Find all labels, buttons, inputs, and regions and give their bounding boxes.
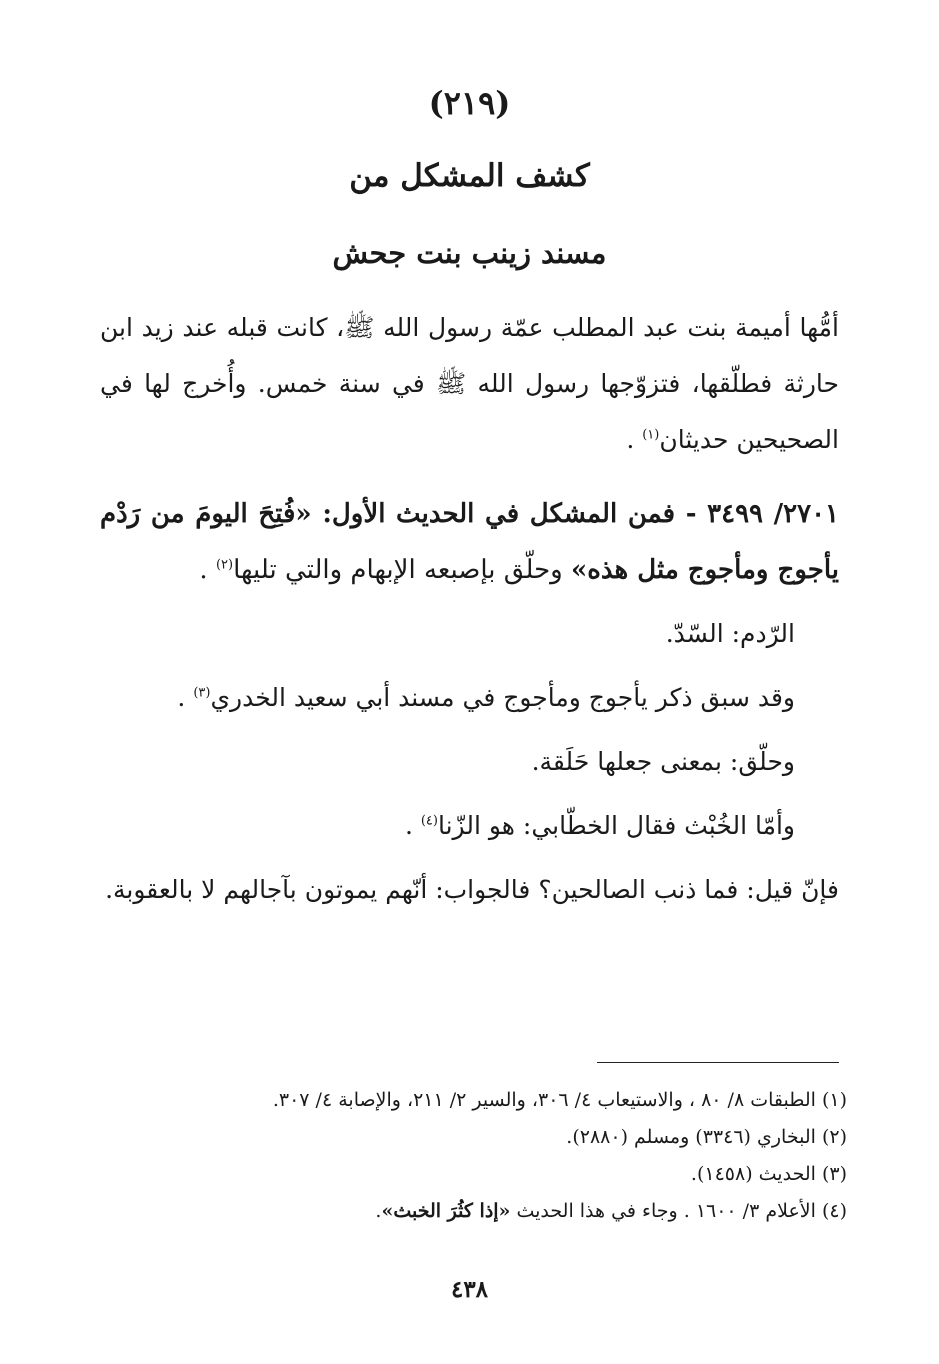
body-text [100,300,839,918]
chapter-subtitle: مسند زينب بنت جحش [332,236,607,270]
hadith-text: ٢٧٠١/ ٣٤٩٩ - فمن المشكل في الحديث الأول: «فُتِحَ اليومَ من رَدْم يأجوج ومأجوج مثل هذه» [100,499,839,585]
yajuj-text: وقد سبق ذكر يأجوج ومأجوج في مسند أبي سعيد الخدري [210,683,795,712]
khabath-paragraph [100,798,839,854]
yajuj-paragraph [100,670,839,726]
radm-paragraph: الرّدم: السّدّ. [665,619,795,648]
intro-text: أمُّها أميمة بنت عبد المطلب عمّة رسول الله ﷺ، كانت قبله عند زيد ابن حارثة فطلّقها، فتزوّجها رسول الله ﷺ في سنة خمس. وأُخرج لها في الصحيحين حديثان [100,313,839,454]
yajuj-end: . [177,683,194,712]
footnote-4-text: (٤) الأعلام ٣/ ١٦٠٠ . وجاء في هذا الحديث [510,1200,847,1222]
footnote-4 [100,1193,847,1230]
hallaq-paragraph: وحلّق: بمعنى جعلها حَلَقة. [531,747,795,776]
footnote-divider [597,1062,839,1063]
footnote-ref-1[interactable]: (١) [642,427,660,443]
footnote-4-quote: «إذا كثُرَ الخبث» [381,1200,511,1222]
footnote-4-end: . [375,1200,382,1222]
intro-paragraph [100,300,839,468]
chapter-number: (٢١٩) [428,84,511,122]
footnote-ref-3[interactable]: (٣) [193,685,211,701]
footnote-2: (٢) البخاري (٣٣٤٦) ومسلم (٢٨٨٠). [566,1126,847,1148]
footnote-ref-4[interactable]: (٤) [420,813,438,829]
hadith-rest: وحلّق بإصبعه الإبهام والتي تليها [233,555,571,585]
hadith-paragraph [100,486,839,598]
intro-end: . [626,425,643,454]
chapter-title: كشف المشكل من [349,158,590,194]
footnote-1: (١) الطبقات ٨/ ٨٠ ، والاستيعاب ٤/ ٣٠٦، والسير ٢/ ٢١١، والإصابة ٤/ ٣٠٧. [272,1089,847,1111]
hadith-end: . [199,555,216,585]
question-paragraph: فإنّ قيل: فما ذنب الصالحين؟ فالجواب: أنّهم يموتون بآجالهم لا بالعقوبة. [105,875,839,904]
footnote-3: (٣) الحديث (١٤٥٨). [690,1163,847,1185]
khabath-end: . [404,811,421,840]
khabath-text: وأمّا الخُبْث فقال الخطّابي: هو الزّنا [437,811,795,840]
page-number: ٤٣٨ [450,1276,489,1303]
footnotes [100,1082,847,1230]
footnote-ref-2[interactable]: (٢) [215,557,234,573]
